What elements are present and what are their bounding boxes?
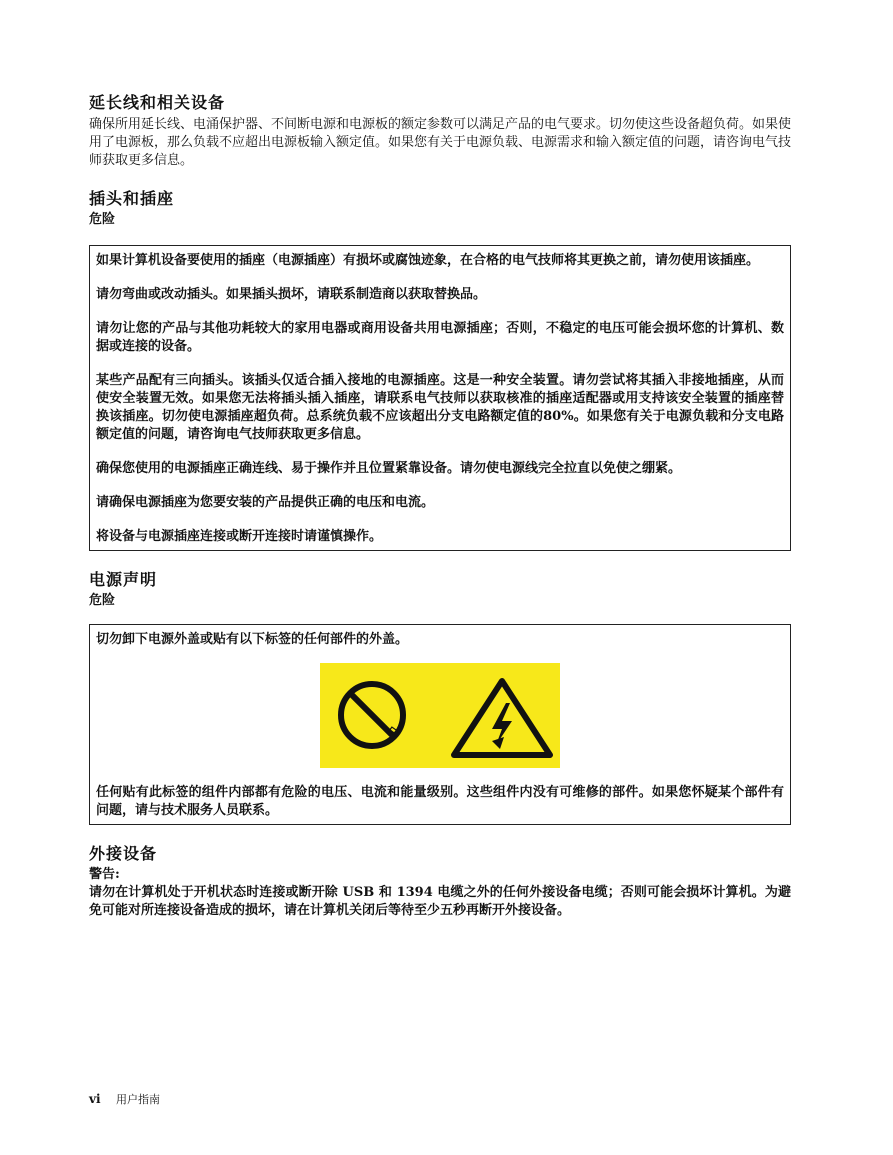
warning-label-panel — [96, 663, 784, 768]
external-warning-body: 请勿在计算机处于开机状态时连接或断开除 USB 和 1394 电缆之外的任何外接设备电缆；否则可能会损坏计算机。为避免可能对所连接设备造成的损坏，请在计算机关闭后等待至少五秒再断开外接设备。 — [89, 885, 791, 918]
power-danger-box — [89, 624, 791, 825]
no-tool-icon — [341, 684, 403, 746]
footer-doc-title: 用户指南 — [116, 1093, 161, 1106]
high-voltage-warning-icon — [454, 681, 550, 755]
section-title-plugs: 插头和插座 — [89, 189, 175, 208]
external-warning-label: 警告: — [89, 867, 120, 882]
section-title-extension: 延长线和相关设备 — [89, 93, 226, 112]
power-paragraph-1: 切勿卸下电源外盖或贴有以下标签的任何部件的外盖。 — [96, 632, 409, 647]
plugs-paragraph: 如果计算机设备要使用的插座（电源插座）有损坏或腐蚀迹象，在合格的电气技师将其更换之前，请勿使用该插座。 — [96, 253, 760, 268]
power-paragraph-2: 任何贴有此标签的组件内部都有危险的电压、电流和能量级别。这些组件内没有可维修的部件。如果您怀疑某个部件有问题，请与技术服务人员联系。 — [96, 785, 784, 818]
plugs-paragraph: 请勿让您的产品与其他功耗较大的家用电器或商用设备共用电源插座；否则，不稳定的电压可能会损坏您的计算机、数据或连接的设备。 — [96, 321, 784, 354]
plugs-paragraph: 确保您使用的电源插座正确连线、易于操作并且位置紧靠设备。请勿使电源线完全拉直以免使之绷紧。 — [96, 461, 682, 476]
warning-symbols — [320, 663, 560, 768]
section-title-external: 外接设备 — [89, 844, 158, 863]
section-title-power: 电源声明 — [89, 570, 158, 589]
power-danger-label: 危险 — [89, 593, 116, 608]
extension-body: 确保所用延长线、电涌保护器、不间断电源和电源板的额定参数可以满足产品的电气要求。切勿使这些设备超负荷。如果使用了电源板，那么负载不应超出电源板输入额定值。如果您有关于电源负载、电源需求和输入额定值的问题，请咨询电气技师获取更多信息。 — [89, 117, 792, 168]
plugs-danger-box — [89, 245, 791, 551]
plugs-paragraph: 某些产品配有三向插头。该插头仅适合插入接地的电源插座。这是一种安全装置。请勿尝试将其插入非接地插座，从而使安全装置无效。如果您无法将插头插入插座，请联系电气技师以获取核准的插座适配器或用支持该安全装置的插座替换该插座。切勿使电源插座超负荷。总系统负载不应该超出分支电路额定值的80%。如果您有关于电源负载和分支电路额定值的问题，请咨询电气技师获取更多信息。 — [96, 373, 784, 442]
warning-label-background — [320, 663, 560, 768]
plugs-paragraph: 将设备与电源插座连接或断开连接时请谨慎操作。 — [96, 529, 383, 544]
plugs-paragraph: 请勿弯曲或改动插头。如果插头损坏，请联系制造商以获取替换品。 — [96, 287, 487, 302]
plugs-paragraph: 请确保电源插座为您要安装的产品提供正确的电压和电流。 — [96, 495, 435, 510]
page-number: vi — [89, 1092, 101, 1106]
page-footer — [89, 1091, 160, 1107]
plugs-danger-label: 危险 — [89, 212, 116, 227]
document-page — [89, 92, 791, 920]
